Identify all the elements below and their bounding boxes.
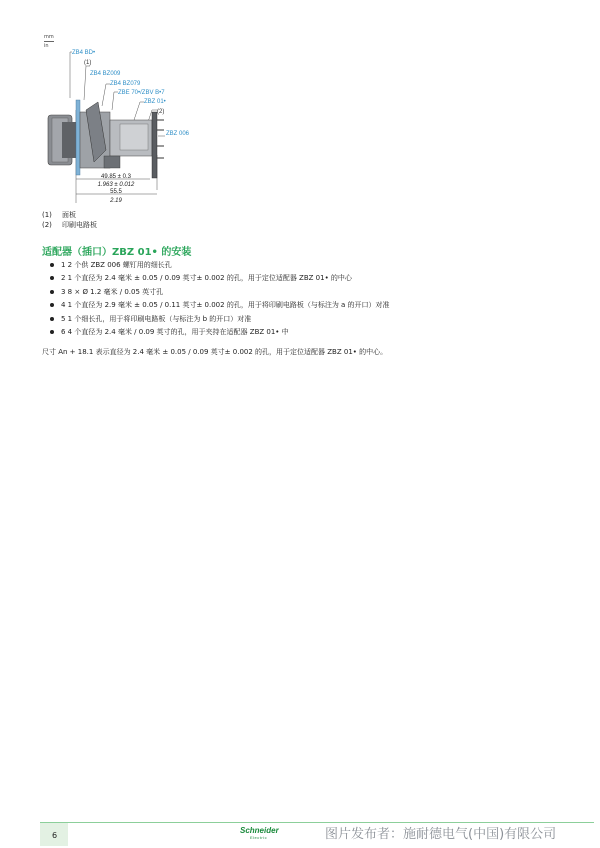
brand-logo: Schneider — [240, 826, 279, 835]
list-item: 2 1 个直径为 2.4 毫米 ± 0.05 / 0.09 英寸± 0.002 的孔，用于定位适配器 ZBZ 01• 的中心 — [50, 272, 390, 285]
bullet-icon — [50, 276, 54, 280]
bullet-icon — [50, 303, 54, 307]
callout-zbe70: ZBE 70•/ZBV B•7 — [118, 90, 165, 96]
list-item: 6 4 个直径为 2.4 毫米 / 0.09 英寸的孔，用于夹持在适配器 ZBZ 01• 中 — [50, 326, 390, 339]
note-1: (1) 面板 — [42, 211, 76, 219]
callout-zbz006: ZBZ 006 — [166, 131, 190, 137]
callout-zb4bd: ZB4 BD• — [72, 50, 96, 56]
note-2: (2) 印刷电路板 — [42, 221, 97, 229]
switch-body — [48, 100, 164, 178]
technical-drawing — [40, 40, 210, 208]
dim-55-5: 55.5 — [110, 189, 122, 195]
list-item: 5 1 个细长孔，用于将印刷电路板（与标注为 b 的开口）对准 — [50, 313, 390, 326]
bullet-icon — [50, 263, 54, 267]
dim-1-963: 1.963 ± 0.012 — [97, 182, 135, 188]
footnote: 尺寸 An + 18.1 表示直径为 2.4 毫米 ± 0.05 / 0.09 英寸± 0.002 的孔，用于定位适配器 ZBZ 01• 的中心。 — [42, 348, 388, 356]
page-number: 6 — [52, 831, 58, 840]
dim-2-19: 2.19 — [110, 198, 122, 204]
bullet-icon — [50, 330, 54, 334]
list-item: 4 1 个直径为 2.9 毫米 ± 0.05 / 0.11 英寸± 0.002 的孔，用于将印刷电路板（与标注为 a 的开口）对准 — [50, 299, 390, 312]
circuit-board — [152, 112, 157, 178]
dim-49-85: 49.85 ± 0.3 — [101, 174, 131, 180]
callout-2: (2) — [157, 109, 165, 115]
callout-zb4bz009: ZB4 BZ009 — [90, 71, 121, 77]
bullet-icon — [50, 290, 54, 294]
list-item: 1 2 个供 ZBZ 006 螺钉用的细长孔 — [50, 259, 390, 272]
bullet-icon — [50, 317, 54, 321]
units-mm: mm — [44, 34, 54, 40]
publisher-watermark: 图片发布者：施耐德电气(中国)有限公司 — [325, 827, 557, 842]
section-title: 适配器（插口）ZBZ 01• 的安装 — [42, 247, 192, 258]
list-item: 3 8 × Ø 1.2 毫米 / 0.05 英寸孔 — [50, 286, 390, 299]
callout-zbz01: ZBZ 01• — [144, 99, 166, 105]
callout-1: (1) — [84, 60, 92, 66]
panel-plate — [76, 100, 80, 175]
units-in: in — [44, 43, 49, 49]
callout-zb4bz079: ZB4 BZ079 — [110, 81, 141, 87]
brand-logo-sub: Electric — [250, 835, 268, 840]
figure-notes — [42, 210, 97, 230]
installation-list — [50, 259, 390, 339]
